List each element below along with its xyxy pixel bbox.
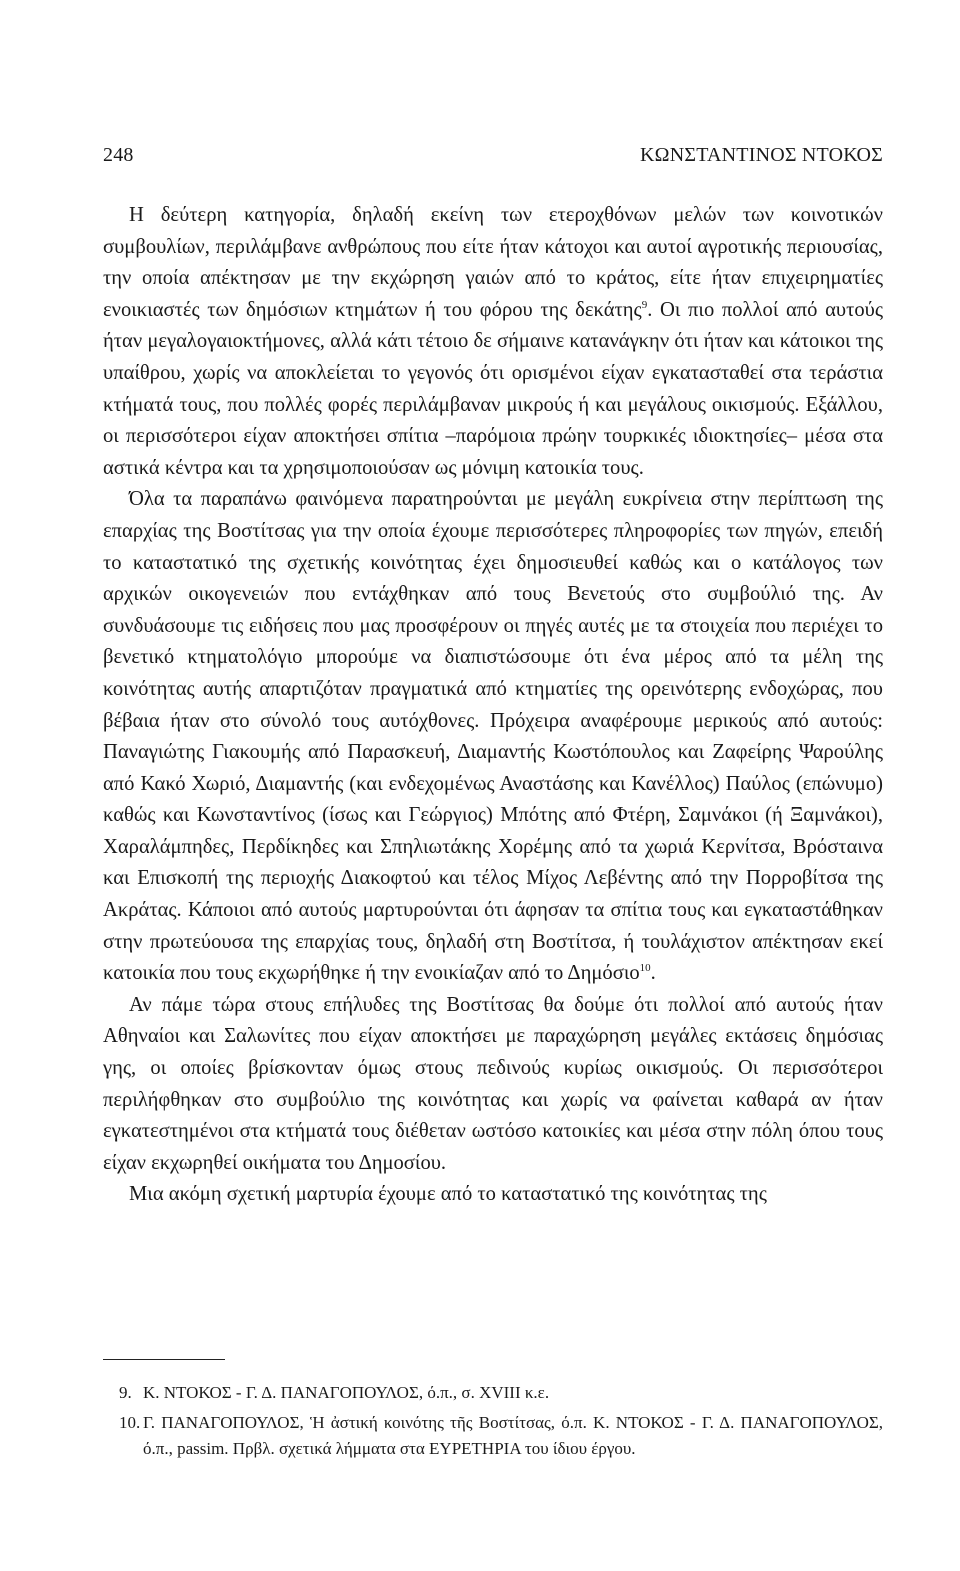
footnote <box>103 1410 883 1462</box>
page-number: 248 <box>103 144 134 166</box>
footnote-text: Γ. ΠΑΝΑΓΟΠΟΥΛΟΣ, Ἡ ἀστική κοινότης τῆς Βοστίτσας, ό.π. Κ. ΝΤΟΚΟΣ - Γ. Δ. ΠΑΝΑΓΟΠΟΥΛΟΣ, ό.π., passim. Πρβλ. σχετικά λήμματα στα ΕΥΡΕΤΗΡΙΑ του ίδιου έργου. <box>143 1413 883 1458</box>
book-page <box>103 0 883 1571</box>
paragraph-text: Αν πάμε τώρα στους επήλυδες της Βοστίτσας θα δούμε ότι πολλοί από αυτούς ήταν Αθηναίοι και Σαλωνίτες που είχαν αποκτήσει με παραχώρηση μεγάλες εκτάσεις δημόσιας γης, οι οποίες βρίσκονταν όμως στους πεδινούς κυρίως οικισμούς. Οι περισσότεροι περιλήφθηκαν στο συμβούλιο της κοινότητας και χωρίς να φαίνεται καθαρά αν ήταν εγκατεστημένοι στα κτήματά τους διέθεταν ωστόσο κατοικίες και μέσα στην πόλη όπου τους είχαν εκχωρηθεί οικήματα του Δημοσίου. <box>103 993 883 1174</box>
footnote <box>103 1380 883 1406</box>
paragraph-text: Μια ακόμη σχετική μαρτυρία έχουμε από το καταστατικό της κοινότητας της <box>129 1183 767 1206</box>
paragraph <box>103 200 883 484</box>
paragraph <box>103 484 883 990</box>
footnote-divider <box>103 1359 225 1360</box>
footnote-number: 10. <box>119 1413 141 1432</box>
paragraph-text: Όλα τα παραπάνω φαινόμενα παρατηρούνται με μεγάλη ευκρίνεια στην περίπτωση της επαρχίας της Βοστίτσας για την οποία έχουμε περισσότερες πληροφορίες των πηγών, επειδή το καταστατικό της σχετικής κοινότητας έχει δημοσιευθεί καθώς και ο κατάλογος των αρχικών οικογενειών που εντάχθηκαν από τους Βενετούς στο συμβούλιό της. Αν συνδυάσουμε τις ειδήσεις που μας προσφέρουν οι πηγές αυτές με τα στοιχεία που περιέχει το βενετικό κτηματολόγιο μπορούμε να διαπιστώσουμε ότι ένα μέρος από τα μέλη της κοινότητας αυτής απαρτιζόταν πραγματικά από κτηματίες της ορεινότερης ενδοχώρας, που βέβαια ήταν στο σύνολό τους αυτόχθονες. Πρόχειρα αναφέρουμε μερικούς από αυτούς: Παναγιώτης Γιακουμής από Παρασκευή, Διαμαντής Κωστόπουλος και Ζαφείρης Ψαρούλης από Κακό Χωριό, Διαμαντής (και ενδεχομένως Αναστάσης και Κανέλλος) Παύλος (επώνυμο) καθώς και Κωνσταντίνος (ίσως και Γεώργιος) Μπότης από Φτέρη, Σαμνάκοι (ή Ξαμνάκοι), Χαραλάμπηδες, Περδίκηδες και Σπηλιωτάκης Χορέμης από τα χωριά Κερνίτσα, Βρόσταινα και Επισκοπή της περιοχής Διακοφτού και τέλος Μίχος Λεβέντης από την Πορροβίτσα της Ακράτας. Κάποιοι από αυτούς μαρτυρούνται ότι άφησαν τα σπίτια τους και εγκαταστάθηκαν στην πρωτεύουσα της επαρχίας τους, δηλαδή στη Βοστίτσα, ή τουλάχιστον απέκτησαν εκεί κατοικία που τους εκχωρήθηκε ή την ενοικίαζαν από το Δημόσιο <box>103 488 883 985</box>
footnotes <box>103 1380 883 1466</box>
footnote-ref[interactable]: 10 <box>639 962 651 975</box>
paragraph <box>103 990 883 1180</box>
body-text <box>103 200 883 1211</box>
paragraph <box>103 1179 883 1211</box>
paragraph-text: . <box>650 962 656 985</box>
running-head-author: ΚΩΝΣΤΑΝΤΙΝΟΣ ΝΤΟΚΟΣ <box>640 144 883 166</box>
footnote-number: 9. <box>119 1383 132 1402</box>
footnote-text: Κ. ΝΤΟΚΟΣ - Γ. Δ. ΠΑΝΑΓΟΠΟΥΛΟΣ, ό.π., σ. XVIII κ.ε. <box>143 1383 550 1402</box>
footnote-ref[interactable]: 9 <box>641 298 648 311</box>
paragraph-text: Η δεύτερη κατηγορία, δηλαδή εκείνη των ετεροχθόνων μελών των κοινοτικών συμβουλίων, περιλάμβανε ανθρώπους που είτε ήταν κάτοχοι και αυτοί αγροτικής περιουσίας, την οποία απέκτησαν με την εκχώρηση γαιών από το κράτος, είτε ήταν επιχειρηματίες ενοικιαστές των δημόσιων κτημάτων ή του φόρου της δεκάτης <box>103 204 883 321</box>
paragraph-text: . Οι πιο πολλοί από αυτούς ήταν μεγαλογαιοκτήμονες, αλλά κάτι τέτοιο δε σήμαινε κατανάγκην ότι ήταν και κάτοικοι της υπαίθρου, χωρίς να αποκλείεται το γεγονός ότι ορισμένοι είχαν εγκατασταθεί στα τεράστια κτήματά τους, που πολλές φορές περιλάμβαναν μικρούς ή και μεγάλους οικισμούς. Εξάλλου, οι περισσότεροι είχαν αποκτήσει σπίτια –παρόμοια πρώην τουρκικές ιδιοκτησίες– μέσα στα αστικά κέντρα και τα χρησιμοποιούσαν ως μόνιμη κατοικία τους. <box>103 298 883 479</box>
